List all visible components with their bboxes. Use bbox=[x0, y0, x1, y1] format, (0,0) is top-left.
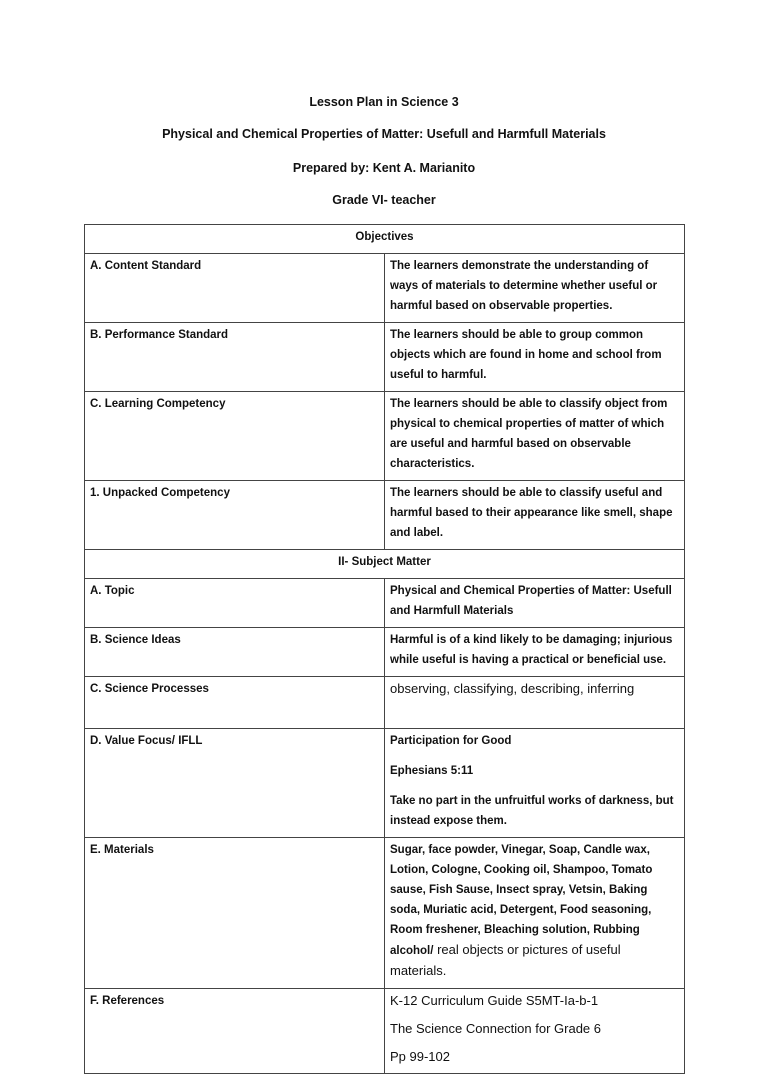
table-row bbox=[85, 254, 685, 323]
subject-matter-heading: II- Subject Matter bbox=[85, 550, 685, 579]
table-row bbox=[85, 323, 685, 392]
table-row bbox=[85, 628, 685, 677]
references-label: F. References bbox=[85, 989, 385, 1074]
value-focus-line-3: Take no part in the unfruitful works of darkness, but instead expose them. bbox=[390, 795, 674, 827]
topic-label: A. Topic bbox=[85, 579, 385, 628]
value-focus-line-1: Participation for Good bbox=[390, 735, 512, 747]
learning-competency-text: The learners should be able to classify object from physical to chemical properties of matter of which are useful and harmful based on observable characteristics. bbox=[385, 392, 685, 481]
document-title: Lesson Plan in Science 3 bbox=[309, 95, 459, 109]
value-focus-label: D. Value Focus/ IFLL bbox=[85, 729, 385, 838]
lesson-plan-table bbox=[84, 224, 685, 1074]
science-processes-label: C. Science Processes bbox=[85, 677, 385, 729]
table-row bbox=[85, 550, 685, 579]
performance-standard-label: B. Performance Standard bbox=[85, 323, 385, 392]
topic-text: Physical and Chemical Properties of Matter: Usefull and Harmfull Materials bbox=[385, 579, 685, 628]
table-row bbox=[85, 989, 685, 1074]
prepared-by: Prepared by: Kent A. Marianito bbox=[292, 161, 476, 175]
science-processes-text: observing, classifying, describing, inferring bbox=[390, 681, 635, 696]
reference-3: Pp 99-102 bbox=[390, 1049, 450, 1064]
value-focus-cell bbox=[385, 729, 685, 838]
table-row bbox=[85, 481, 685, 550]
materials-label: E. Materials bbox=[85, 838, 385, 989]
table-row bbox=[85, 225, 685, 254]
unpacked-competency-label: 1. Unpacked Competency bbox=[85, 481, 385, 550]
materials-text: Sugar, face powder, Vinegar, Soap, Candle wax, Lotion, Cologne, Cooking oil, Shampoo, Tomato sause, Fish Sause, Insect spray, Vetsin, Baking soda, Muriatic acid, Detergent, Food seasoning, Room freshener, Bleaching solution, Rubbing alcohol/ bbox=[390, 844, 653, 957]
science-processes-cell bbox=[385, 677, 685, 729]
table-row bbox=[85, 677, 685, 729]
table-row bbox=[85, 579, 685, 628]
objectives-heading: Objectives bbox=[85, 225, 685, 254]
materials-cell bbox=[385, 838, 685, 989]
content-standard-text: The learners demonstrate the understanding of ways of materials to determine whether useful or harmful based on observable properties. bbox=[385, 254, 685, 323]
unpacked-competency-text: The learners should be able to classify useful and harmful based to their appearance like smell, shape and label. bbox=[385, 481, 685, 550]
content-standard-label: A. Content Standard bbox=[85, 254, 385, 323]
reference-1: K-12 Curriculum Guide S5MT-Ia-b-1 bbox=[390, 993, 599, 1008]
grade-line: Grade VI- teacher bbox=[332, 193, 436, 207]
learning-competency-label: C. Learning Competency bbox=[85, 392, 385, 481]
materials-text-plain: real objects or pictures of useful materials. bbox=[390, 942, 621, 978]
document-subtitle: Physical and Chemical Properties of Matter: Usefull and Harmfull Materials bbox=[162, 127, 606, 141]
table-row bbox=[85, 838, 685, 989]
reference-2: The Science Connection for Grade 6 bbox=[390, 1021, 602, 1036]
table-row bbox=[85, 392, 685, 481]
references-cell bbox=[385, 989, 685, 1074]
science-ideas-label: B. Science Ideas bbox=[85, 628, 385, 677]
value-focus-line-2: Ephesians 5:11 bbox=[390, 765, 474, 777]
performance-standard-text: The learners should be able to group common objects which are found in home and school from useful to harmful. bbox=[385, 323, 685, 392]
table-row bbox=[85, 729, 685, 838]
science-ideas-text: Harmful is of a kind likely to be damaging; injurious while useful is having a practical or beneficial use. bbox=[385, 628, 685, 677]
